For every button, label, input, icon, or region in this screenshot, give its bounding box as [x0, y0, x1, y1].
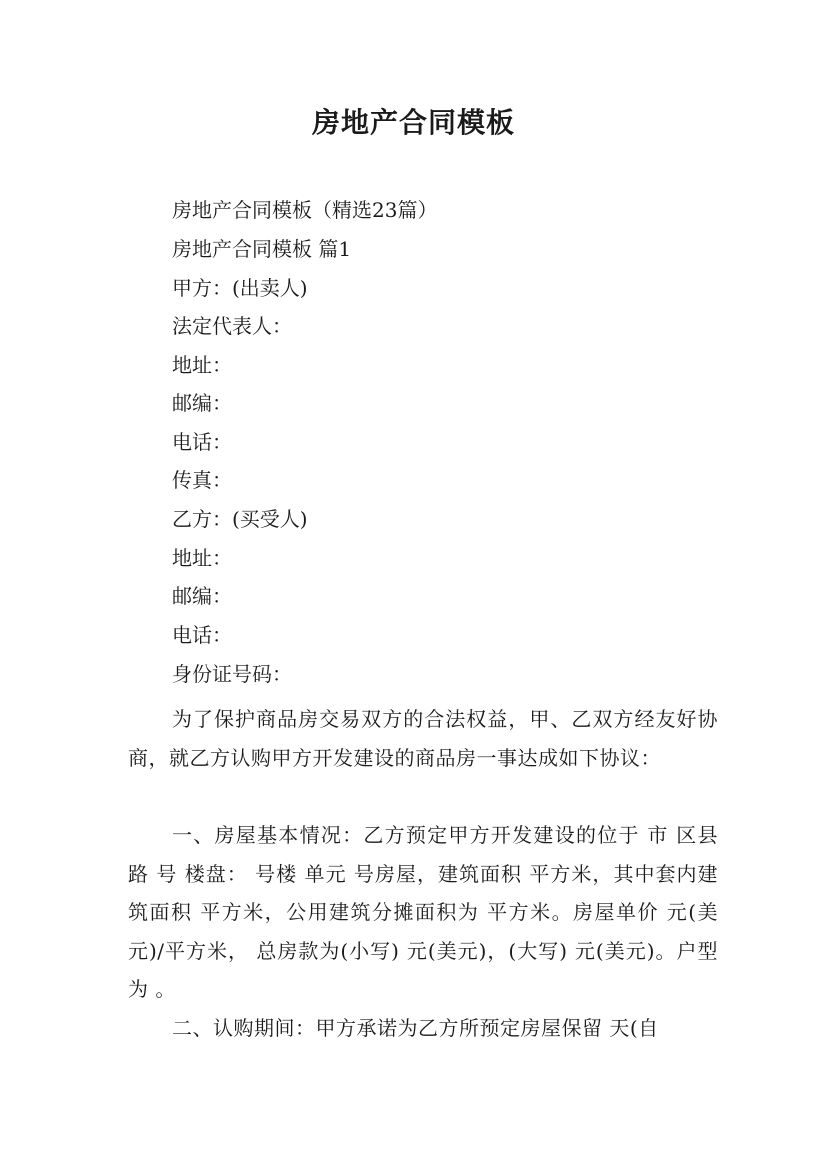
party-b-id-number-field: 身份证号码： [172, 662, 292, 686]
legal-representative-field: 法定代表人： [172, 314, 292, 338]
party-a-label: 甲方：(出卖人) [172, 276, 308, 300]
party-b-address-field: 地址： [172, 546, 232, 570]
clause-1-paragraph: 一、房屋基本情况：乙方预定甲方开发建设的位于 市 区县 路 号 楼盘： 号楼 单元 号房屋，建筑面积 平方米，其中套内建筑面积 平方米，公用建筑分摊面积为 平方米。房屋单价 元(美元)/平方米， 总房款为(小写) 元(美元)，(大写) 元(美元)。户型为 。 [128, 823, 718, 1001]
party-b-label: 乙方：(买受人) [172, 507, 308, 531]
party-a-fax-field: 传真： [172, 468, 232, 492]
party-a-postcode-field: 邮编： [172, 391, 232, 415]
clause-2-paragraph: 二、认购期间：甲方承诺为乙方所预定房屋保留 天(自 [172, 1016, 659, 1040]
section-heading: 房地产合同模板 篇1 [172, 237, 352, 261]
preamble-paragraph: 为了保护商品房交易双方的合法权益，甲、乙双方经友好协商，就乙方认购甲方开发建设的商品房一事达成如下协议： [128, 707, 718, 770]
party-b-phone-field: 电话： [172, 623, 232, 647]
document-subtitle: 房地产合同模板（精选23篇） [172, 198, 438, 222]
party-a-address-field: 地址： [172, 353, 232, 377]
party-a-phone-field: 电话： [172, 430, 232, 454]
document-title: 房地产合同模板 [311, 106, 515, 139]
party-b-postcode-field: 邮编： [172, 584, 232, 608]
